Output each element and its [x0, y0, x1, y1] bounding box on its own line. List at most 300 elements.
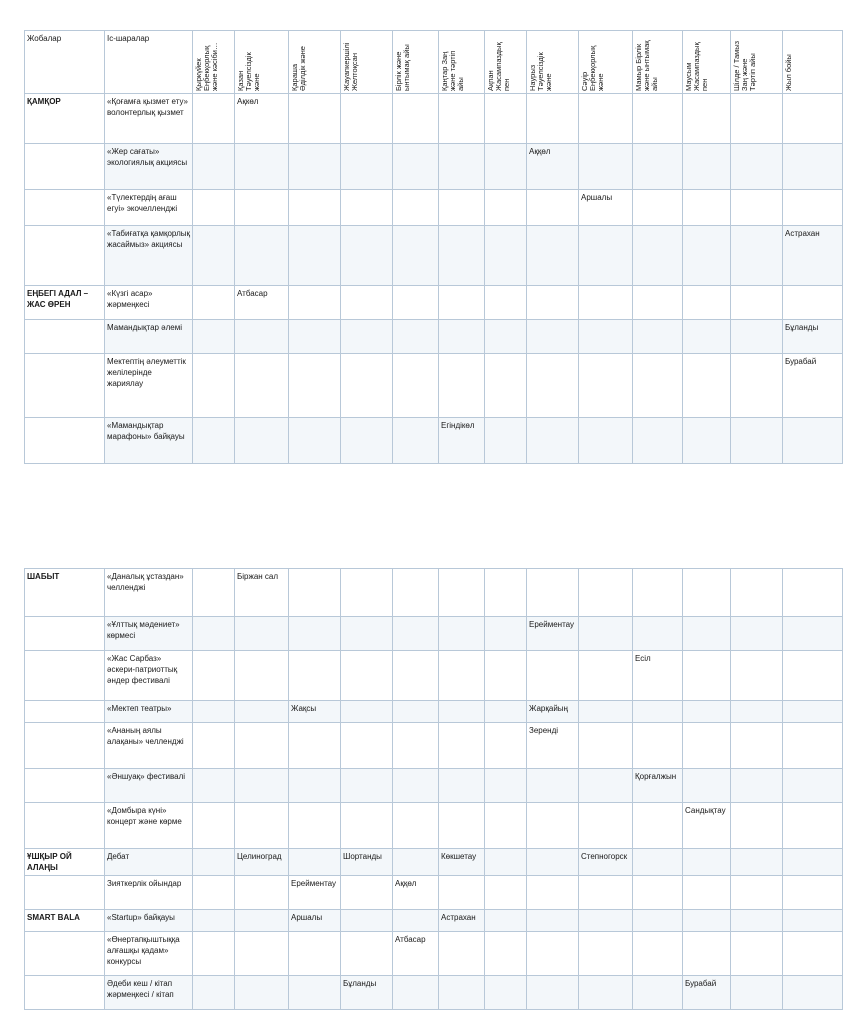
- location-cell: [527, 190, 579, 226]
- location-cell: [485, 226, 527, 286]
- location-cell: [485, 932, 527, 976]
- location-cell: [341, 910, 393, 932]
- location-cell: [783, 723, 843, 769]
- location-cell: [289, 849, 341, 876]
- direction-cell: [25, 803, 105, 849]
- location-cell: [579, 803, 633, 849]
- location-cell: [193, 876, 235, 910]
- location-cell: [633, 94, 683, 144]
- location-cell: [783, 651, 843, 701]
- location-cell: [579, 94, 633, 144]
- location-cell: [683, 569, 731, 617]
- location-cell: [683, 910, 731, 932]
- header-month-10: Мамыр Бірлік және ынтымақ айы: [633, 31, 683, 94]
- location-cell: [579, 932, 633, 976]
- location-cell: [393, 418, 439, 464]
- activity-cell: Мамандықтар әлемі: [105, 320, 193, 354]
- plan-table-top: [24, 30, 843, 464]
- location-cell: [439, 286, 485, 320]
- location-cell: Есіл: [633, 651, 683, 701]
- table-row: [25, 701, 843, 723]
- location-cell: [393, 910, 439, 932]
- header-month-8: Наурыз Тәуелсіздік және: [527, 31, 579, 94]
- activity-cell: «Күзгі асар» жәрмеңкесі: [105, 286, 193, 320]
- table-row: [25, 617, 843, 651]
- location-cell: [633, 701, 683, 723]
- location-cell: Сандықтау: [683, 803, 731, 849]
- location-cell: [527, 354, 579, 418]
- location-cell: [485, 769, 527, 803]
- location-cell: [683, 849, 731, 876]
- location-cell: [527, 418, 579, 464]
- location-cell: [683, 226, 731, 286]
- location-cell: [439, 226, 485, 286]
- location-cell: [783, 876, 843, 910]
- location-cell: [439, 617, 485, 651]
- location-cell: [485, 723, 527, 769]
- location-cell: [731, 144, 783, 190]
- location-cell: [485, 144, 527, 190]
- plan-table-bottom: [24, 568, 843, 1010]
- header-row: [25, 31, 843, 94]
- table-row: [25, 651, 843, 701]
- location-cell: [439, 651, 485, 701]
- location-cell: [683, 723, 731, 769]
- location-cell: [633, 932, 683, 976]
- direction-cell: ҰШҚЫР ОЙ АЛАҢЫ: [25, 849, 105, 876]
- location-cell: [633, 876, 683, 910]
- location-cell: Аққөл: [527, 144, 579, 190]
- location-cell: [235, 976, 289, 1010]
- header-month-1: Қыркүйек Еңбекқорлық және кәсіби…: [193, 31, 235, 94]
- location-cell: [341, 769, 393, 803]
- location-cell: Бурабай: [783, 354, 843, 418]
- location-cell: Целиноград: [235, 849, 289, 876]
- location-cell: [193, 651, 235, 701]
- location-cell: [341, 354, 393, 418]
- location-cell: [783, 418, 843, 464]
- location-cell: [485, 354, 527, 418]
- direction-cell: [25, 418, 105, 464]
- table-row: [25, 354, 843, 418]
- location-cell: Шортанды: [341, 849, 393, 876]
- location-cell: Жарқайың: [527, 701, 579, 723]
- table-row: [25, 190, 843, 226]
- location-cell: [193, 569, 235, 617]
- location-cell: [341, 932, 393, 976]
- location-cell: [783, 617, 843, 651]
- location-cell: [193, 723, 235, 769]
- table-row: [25, 976, 843, 1010]
- header-month-5: Бірлік және ынтымақ айы: [393, 31, 439, 94]
- location-cell: [439, 701, 485, 723]
- location-cell: [485, 190, 527, 226]
- location-cell: [633, 723, 683, 769]
- direction-cell: [25, 876, 105, 910]
- location-cell: Ақкөл: [235, 94, 289, 144]
- location-cell: [731, 286, 783, 320]
- location-cell: [235, 320, 289, 354]
- location-cell: [193, 849, 235, 876]
- location-cell: [527, 226, 579, 286]
- location-cell: Астрахан: [439, 910, 485, 932]
- location-cell: [783, 803, 843, 849]
- header-month-6: Қаңтар Заң және тәртіп айы: [439, 31, 485, 94]
- location-cell: [579, 418, 633, 464]
- location-cell: [633, 418, 683, 464]
- activity-cell: «Әншуақ» фестивалі: [105, 769, 193, 803]
- location-cell: [393, 617, 439, 651]
- header-month-2: Қазан Тәуелсіздік және: [235, 31, 289, 94]
- table-body-bottom: [25, 569, 843, 1010]
- location-cell: [731, 190, 783, 226]
- activity-cell: Әдеби кеш / кітап жәрмеңкесі / кітап: [105, 976, 193, 1010]
- location-cell: [193, 286, 235, 320]
- header-month-12: Шілде / Тамыз Заң және Тәртіп айы: [731, 31, 783, 94]
- table-row: [25, 226, 843, 286]
- location-cell: [633, 320, 683, 354]
- location-cell: [393, 976, 439, 1010]
- table-row: [25, 932, 843, 976]
- location-cell: [579, 769, 633, 803]
- location-cell: [633, 569, 683, 617]
- location-cell: [683, 651, 731, 701]
- table-row: [25, 418, 843, 464]
- location-cell: Степногорск: [579, 849, 633, 876]
- header-activities: Іс-шаралар: [105, 31, 193, 94]
- location-cell: [439, 354, 485, 418]
- location-cell: [683, 320, 731, 354]
- location-cell: Атбасар: [393, 932, 439, 976]
- location-cell: [579, 723, 633, 769]
- location-cell: Зеренді: [527, 723, 579, 769]
- location-cell: [393, 651, 439, 701]
- location-cell: [289, 144, 341, 190]
- location-cell: [731, 617, 783, 651]
- location-cell: [579, 876, 633, 910]
- direction-cell: [25, 976, 105, 1010]
- table-row: [25, 94, 843, 144]
- location-cell: [579, 354, 633, 418]
- location-cell: [235, 701, 289, 723]
- location-cell: [683, 769, 731, 803]
- direction-cell: [25, 226, 105, 286]
- location-cell: [527, 910, 579, 932]
- location-cell: [193, 803, 235, 849]
- location-cell: [485, 569, 527, 617]
- location-cell: [527, 849, 579, 876]
- location-cell: [633, 226, 683, 286]
- location-cell: [731, 418, 783, 464]
- location-cell: [485, 803, 527, 849]
- location-cell: [783, 286, 843, 320]
- location-cell: [783, 190, 843, 226]
- location-cell: [579, 144, 633, 190]
- location-cell: [341, 320, 393, 354]
- location-cell: [341, 617, 393, 651]
- location-cell: [579, 651, 633, 701]
- location-cell: Астрахан: [783, 226, 843, 286]
- location-cell: [783, 910, 843, 932]
- location-cell: [193, 976, 235, 1010]
- header-month-11: Маусым Жасампаздық пен: [683, 31, 731, 94]
- location-cell: [193, 354, 235, 418]
- location-cell: Ерейментау: [527, 617, 579, 651]
- location-cell: Бұланды: [341, 976, 393, 1010]
- location-cell: Аршалы: [579, 190, 633, 226]
- location-cell: [485, 976, 527, 1010]
- location-cell: [579, 701, 633, 723]
- table-row: [25, 769, 843, 803]
- location-cell: [633, 617, 683, 651]
- location-cell: [731, 226, 783, 286]
- direction-cell: [25, 932, 105, 976]
- direction-cell: ШАБЫТ: [25, 569, 105, 617]
- location-cell: Егіндікөл: [439, 418, 485, 464]
- activity-cell: «Ұлттық мәдениет» көрмесі: [105, 617, 193, 651]
- location-cell: [289, 354, 341, 418]
- direction-cell: [25, 617, 105, 651]
- location-cell: [289, 418, 341, 464]
- location-cell: [485, 418, 527, 464]
- location-cell: [393, 94, 439, 144]
- table-row: [25, 723, 843, 769]
- direction-cell: [25, 769, 105, 803]
- location-cell: [579, 976, 633, 1010]
- location-cell: [439, 932, 485, 976]
- location-cell: [289, 569, 341, 617]
- location-cell: [193, 769, 235, 803]
- location-cell: [439, 320, 485, 354]
- location-cell: [341, 569, 393, 617]
- location-cell: [193, 701, 235, 723]
- location-cell: [393, 769, 439, 803]
- location-cell: [527, 320, 579, 354]
- activity-cell: «Ананың аялы алақаны» челленджі: [105, 723, 193, 769]
- location-cell: Біржан сал: [235, 569, 289, 617]
- table-row: [25, 803, 843, 849]
- location-cell: [393, 190, 439, 226]
- location-cell: [731, 354, 783, 418]
- location-cell: [485, 849, 527, 876]
- location-cell: [731, 976, 783, 1010]
- table-row: [25, 876, 843, 910]
- location-cell: [783, 976, 843, 1010]
- location-cell: [235, 723, 289, 769]
- location-cell: [633, 190, 683, 226]
- location-cell: [527, 569, 579, 617]
- activity-cell: «Жас Сарбаз» әскери-патриоттық әндер фестивалі: [105, 651, 193, 701]
- location-cell: [485, 286, 527, 320]
- location-cell: [289, 320, 341, 354]
- location-cell: [341, 723, 393, 769]
- activity-cell: «Домбыра күні» концерт және көрме: [105, 803, 193, 849]
- location-cell: [633, 803, 683, 849]
- activity-cell: «Мектеп театры»: [105, 701, 193, 723]
- location-cell: [193, 320, 235, 354]
- location-cell: [731, 651, 783, 701]
- location-cell: [579, 286, 633, 320]
- location-cell: [289, 286, 341, 320]
- location-cell: [731, 94, 783, 144]
- location-cell: [289, 94, 341, 144]
- direction-cell: [25, 144, 105, 190]
- location-cell: [439, 94, 485, 144]
- location-cell: [193, 617, 235, 651]
- location-cell: [731, 569, 783, 617]
- location-cell: [341, 651, 393, 701]
- location-cell: Аққөл: [393, 876, 439, 910]
- location-cell: [683, 286, 731, 320]
- activity-cell: «Өнертапқыштыққа алғашқы қадам» конкурсы: [105, 932, 193, 976]
- activity-cell: «Табиғатқа қамқорлық жасаймыз» акциясы: [105, 226, 193, 286]
- location-cell: [485, 94, 527, 144]
- location-cell: [683, 701, 731, 723]
- location-cell: [341, 701, 393, 723]
- header-month-9: Сәуір Еңбекқорлық және: [579, 31, 633, 94]
- location-cell: [683, 932, 731, 976]
- activity-cell: «Түлектердің ағаш егуі» экочелленджі: [105, 190, 193, 226]
- location-cell: [527, 286, 579, 320]
- activity-cell: Дебат: [105, 849, 193, 876]
- table-row: [25, 569, 843, 617]
- location-cell: Атбасар: [235, 286, 289, 320]
- location-cell: [731, 803, 783, 849]
- location-cell: [393, 803, 439, 849]
- location-cell: [783, 932, 843, 976]
- location-cell: [633, 286, 683, 320]
- location-cell: [485, 910, 527, 932]
- location-cell: [783, 94, 843, 144]
- header-month-3: Қараша Әділдік және: [289, 31, 341, 94]
- location-cell: [683, 94, 731, 144]
- location-cell: [783, 849, 843, 876]
- location-cell: [579, 910, 633, 932]
- location-cell: Бурабай: [683, 976, 731, 1010]
- location-cell: [485, 320, 527, 354]
- location-cell: [235, 617, 289, 651]
- table-row: [25, 144, 843, 190]
- location-cell: [235, 226, 289, 286]
- location-cell: [439, 569, 485, 617]
- location-cell: [393, 569, 439, 617]
- location-cell: [193, 910, 235, 932]
- location-cell: [341, 144, 393, 190]
- location-cell: [439, 769, 485, 803]
- location-cell: [193, 144, 235, 190]
- location-cell: Жақсы: [289, 701, 341, 723]
- location-cell: [527, 976, 579, 1010]
- location-cell: [341, 803, 393, 849]
- location-cell: [731, 769, 783, 803]
- location-cell: [235, 418, 289, 464]
- header-year-round: Жыл бойы: [783, 31, 843, 94]
- direction-cell: [25, 701, 105, 723]
- location-cell: [393, 354, 439, 418]
- header-month-7: Ақпан Жасампаздық пен: [485, 31, 527, 94]
- direction-cell: [25, 651, 105, 701]
- location-cell: [683, 617, 731, 651]
- location-cell: [439, 876, 485, 910]
- location-cell: [393, 286, 439, 320]
- location-cell: [289, 976, 341, 1010]
- location-cell: [731, 701, 783, 723]
- location-cell: [633, 354, 683, 418]
- location-cell: [527, 769, 579, 803]
- location-cell: [527, 651, 579, 701]
- table-row: [25, 849, 843, 876]
- direction-cell: [25, 723, 105, 769]
- location-cell: [289, 932, 341, 976]
- location-cell: [683, 190, 731, 226]
- location-cell: [439, 190, 485, 226]
- location-cell: [235, 803, 289, 849]
- location-cell: [289, 190, 341, 226]
- activity-cell: «Жер сағаты» экологиялық акциясы: [105, 144, 193, 190]
- location-cell: [783, 701, 843, 723]
- location-cell: [783, 769, 843, 803]
- header-month-4: Жауапкершілі Желтоқсан: [341, 31, 393, 94]
- direction-cell: ҚАМҚОР: [25, 94, 105, 144]
- location-cell: [193, 94, 235, 144]
- location-cell: [485, 876, 527, 910]
- header-directions: Жобалар: [25, 31, 105, 94]
- location-cell: [439, 976, 485, 1010]
- location-cell: [193, 226, 235, 286]
- location-cell: [731, 849, 783, 876]
- location-cell: [193, 190, 235, 226]
- location-cell: Қорғалжын: [633, 769, 683, 803]
- table-row: [25, 910, 843, 932]
- direction-cell: [25, 190, 105, 226]
- location-cell: [289, 723, 341, 769]
- location-cell: [289, 226, 341, 286]
- location-cell: [485, 617, 527, 651]
- location-cell: [341, 876, 393, 910]
- location-cell: [235, 769, 289, 803]
- location-cell: [579, 226, 633, 286]
- direction-cell: [25, 354, 105, 418]
- location-cell: [235, 651, 289, 701]
- location-cell: [341, 286, 393, 320]
- location-cell: [393, 226, 439, 286]
- location-cell: [683, 876, 731, 910]
- location-cell: [289, 769, 341, 803]
- location-cell: [731, 723, 783, 769]
- location-cell: [235, 932, 289, 976]
- location-cell: [527, 932, 579, 976]
- location-cell: [731, 320, 783, 354]
- location-cell: [341, 226, 393, 286]
- location-cell: [393, 320, 439, 354]
- location-cell: Аршалы: [289, 910, 341, 932]
- location-cell: Ерейментау: [289, 876, 341, 910]
- location-cell: [485, 651, 527, 701]
- location-cell: [393, 701, 439, 723]
- location-cell: [527, 94, 579, 144]
- location-cell: [341, 190, 393, 226]
- location-cell: [193, 932, 235, 976]
- location-cell: [235, 876, 289, 910]
- location-cell: [633, 849, 683, 876]
- location-cell: [683, 418, 731, 464]
- location-cell: [683, 144, 731, 190]
- location-cell: [731, 876, 783, 910]
- location-cell: [783, 144, 843, 190]
- direction-cell: SMART BALA: [25, 910, 105, 932]
- location-cell: [579, 320, 633, 354]
- location-cell: [527, 803, 579, 849]
